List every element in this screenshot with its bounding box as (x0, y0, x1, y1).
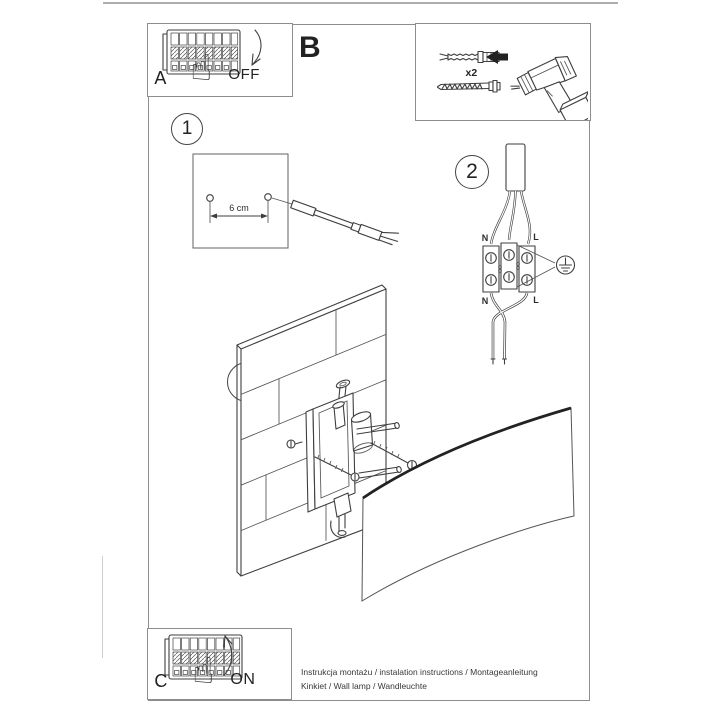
power-off-label: OFF (228, 66, 260, 84)
wall-plug-icon (438, 47, 510, 67)
footer-line-1: Instrukcja montażu / instalation instructions / Montageanleitung (301, 667, 538, 677)
terminal-label-top-n: N (481, 233, 489, 243)
drill-hole-right (265, 194, 272, 201)
footer-caption (301, 665, 586, 693)
footer-line-2: Kinkiet / Wall lamp / Wandleuchte (301, 681, 427, 691)
drilling-template-illustration (186, 149, 426, 259)
ground-symbol-icon (557, 256, 575, 274)
sheet-frame (148, 24, 590, 701)
panel-c-letter: C (154, 670, 168, 691)
page-top-edge (103, 2, 618, 4)
dimension-label: 6 cm (229, 203, 249, 213)
power-cable-icon (506, 144, 525, 191)
pointing-hand-icon: ☝ (192, 650, 215, 692)
section-b-letter: B (299, 31, 321, 64)
arrow-down-icon (242, 27, 268, 71)
step-a-power-off-panel (147, 23, 293, 97)
drill-icon (502, 34, 588, 120)
page-left-edge (102, 556, 103, 658)
step-1-badge: 1 (171, 113, 203, 145)
drill-bit-icon (290, 196, 400, 247)
power-on-label: ON (230, 670, 256, 688)
terminal-label-bottom-l: L (533, 295, 539, 305)
step-2-badge: 2 (455, 155, 489, 189)
terminal-label-top-l: L (533, 232, 539, 242)
panel-a-letter: A (154, 68, 167, 89)
wall-template (193, 154, 288, 248)
quantity-label: x2 (465, 67, 478, 80)
drill-hole-left (207, 195, 214, 202)
step-c-power-on-panel (147, 628, 292, 701)
mounting-illustration (231, 281, 589, 626)
screw-icon (437, 78, 503, 94)
hardware-box (415, 23, 591, 121)
terminal-label-bottom-n: N (481, 296, 489, 306)
supply-wires (491, 191, 530, 244)
glass-shade (362, 408, 574, 601)
pointing-hand-icon: ☝ (190, 48, 213, 90)
